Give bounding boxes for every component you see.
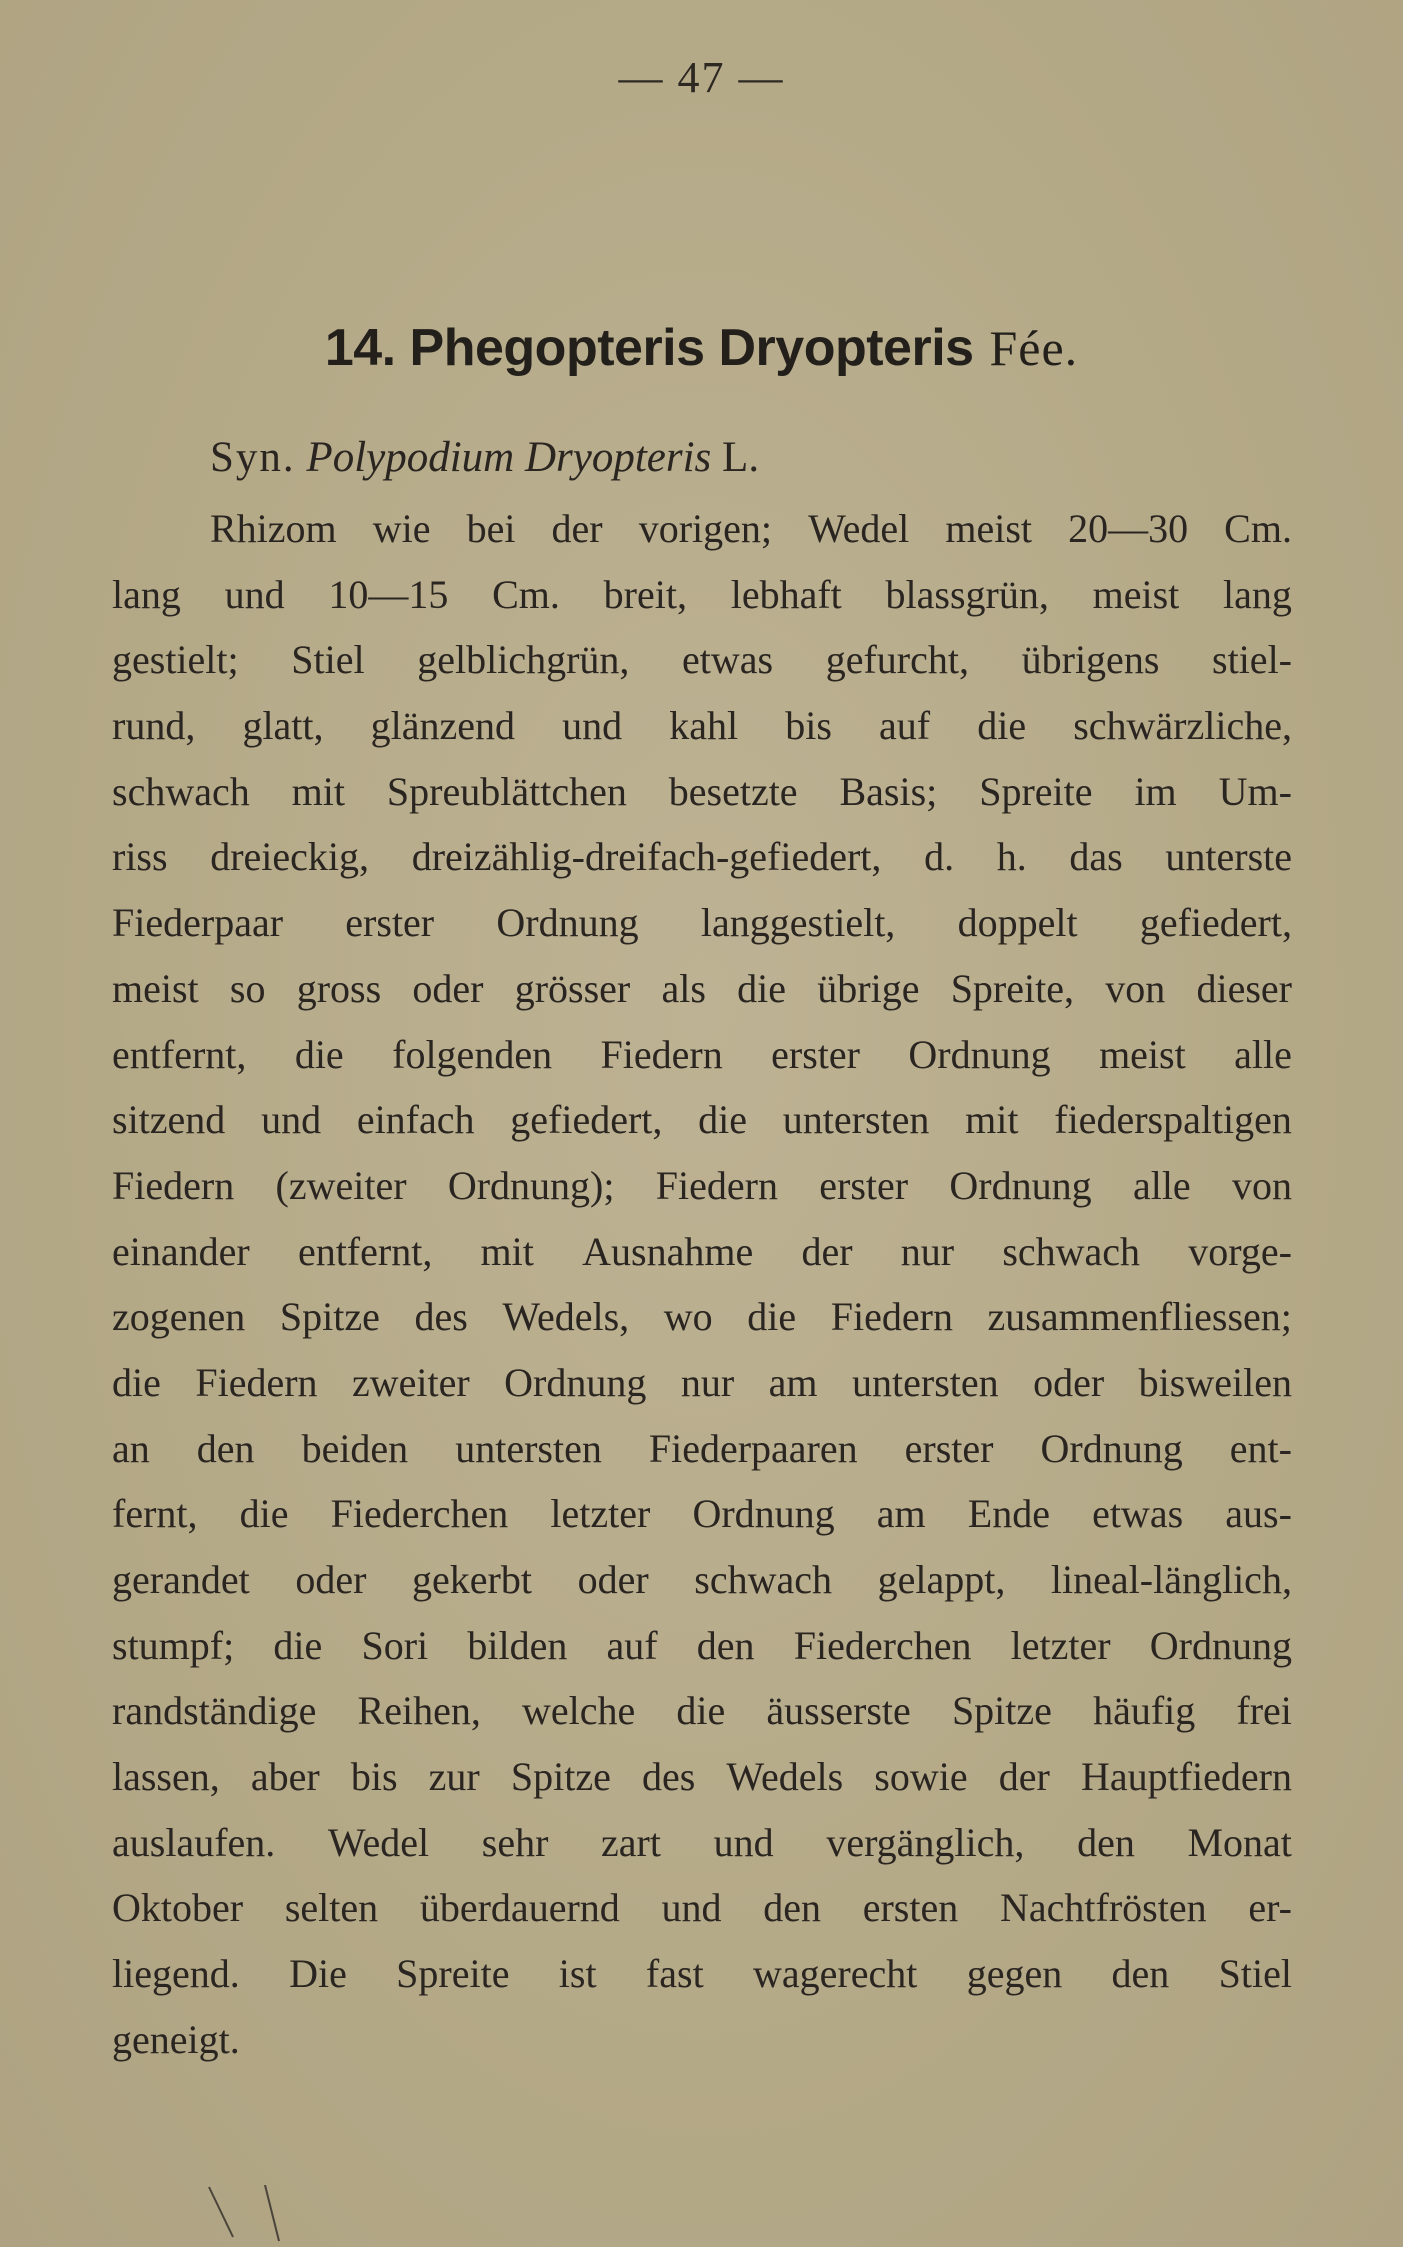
text-line: die Fiedern zweiter Ordnung nur am untersten oder bisweilen xyxy=(112,1359,1292,1405)
synonym-line xyxy=(210,433,759,482)
text-line: Rhizom wie bei der vorigen; Wedel meist 20—30 Cm. xyxy=(210,506,1292,551)
text-line: sitzend und einfach gefiedert, die untersten mit fiederspaltigen xyxy=(112,1097,1292,1143)
species-number-and-name: 14. Phegopteris Dryopteris xyxy=(324,319,974,377)
text-line: liegend. Die Spreite ist fast wagerecht gegen den Stiel xyxy=(112,1951,1292,1997)
pencil-mark xyxy=(205,2185,305,2245)
text-line: gestielt; Stiel gelblichgrün, etwas gefurcht, übrigens stiel- xyxy=(112,637,1292,683)
text-line: Fiederpaar erster Ordnung langgestielt, doppelt gefiedert, xyxy=(112,900,1292,946)
text-line: fernt, die Fiederchen letzter Ordnung am Ende etwas aus- xyxy=(112,1491,1292,1537)
text-line: schwach mit Spreublättchen besetzte Basis; Spreite im Um- xyxy=(112,768,1292,814)
text-line: riss dreieckig, dreizählig-dreifach-gefiedert, d. h. das unterste xyxy=(112,834,1292,880)
synonym-label: Syn. xyxy=(210,434,296,481)
text-line: zogenen Spitze des Wedels, wo die Fiedern zusammenfliessen; xyxy=(112,1294,1292,1340)
text-line: lassen, aber bis zur Spitze des Wedels sowie der Hauptfiedern xyxy=(112,1754,1292,1800)
page-number: — 47 — xyxy=(618,53,785,102)
text-line: gerandet oder gekerbt oder schwach gelappt, lineal-länglich, xyxy=(112,1557,1292,1602)
text-line: stumpf; die Sori bilden auf den Fiederchen letzter Ordnung xyxy=(112,1622,1292,1668)
species-author: Fée. xyxy=(989,320,1079,376)
text-line: auslaufen. Wedel sehr zart und vergänglich, den Monat xyxy=(112,1819,1292,1865)
text-line: lang und 10—15 Cm. breit, lebhaft blassgrün, meist lang xyxy=(112,571,1292,617)
synonym-author: L. xyxy=(722,434,760,481)
description-text xyxy=(112,496,1292,2073)
text-line: einander entfernt, mit Ausnahme der nur schwach vorge- xyxy=(112,1228,1292,1274)
synonym-name: Polypodium Dryopteris xyxy=(306,434,712,481)
text-line: meist so gross oder grösser als die übrige Spreite, von dieser xyxy=(112,965,1292,1011)
text-line: entfernt, die folgenden Fiedern erster Ordnung meist alle xyxy=(112,1031,1292,1077)
text-line: randständige Reihen, welche die äusserste Spitze häufig frei xyxy=(112,1688,1292,1734)
text-line: an den beiden untersten Fiederpaaren erster Ordnung ent- xyxy=(112,1425,1292,1471)
text-line: rund, glatt, glänzend und kahl bis auf die schwärzliche, xyxy=(112,703,1292,749)
text-line: Oktober selten überdauernd und den ersten Nachtfrösten er- xyxy=(112,1885,1292,1931)
text-line: Fiedern (zweiter Ordnung); Fiedern erster Ordnung alle von xyxy=(112,1162,1292,1208)
species-heading xyxy=(0,318,1403,378)
text-line: geneigt. xyxy=(112,2016,240,2062)
